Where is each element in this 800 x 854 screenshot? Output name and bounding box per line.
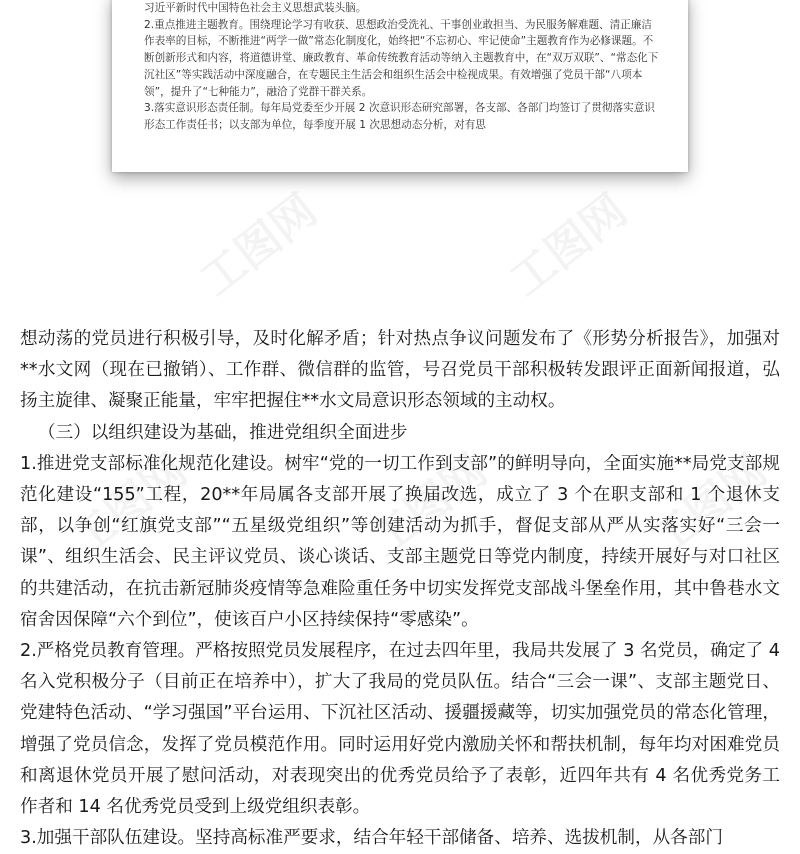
watermark: 工图网: [191, 184, 327, 307]
watermark: 工图网: [361, 444, 497, 567]
preview-paragraph: 2.重点推进主题教育。围绕理论学习有收获、思想政治受洗礼、干事创业敢担当、为民服务解难题、清正廉洁作表率的目标，不断推进“两学一做”常态化制度化，始终把“不忘初心、牢记使命”主题教育作为必修课题。不断创新形式和内容，将道德讲堂、廉政教育、革命传统教育活动等纳入主题教育中，在“双万双联”、“常态化下沉社区”等实践活动中深度融合，在专题民主生活会和组织生活会中检视成果。有效增强了党员干部“八项本领”，提升了“七种能力”，融洽了党群干群关系。: [144, 18, 659, 98]
watermark: 工图网: [61, 444, 197, 567]
section-heading: （三）以组织建设为基础，推进党组织全面进步: [38, 422, 408, 443]
preview-content: [112, 0, 688, 134]
document-body: [20, 324, 780, 854]
body-paragraph: 2.严格党员教育管理。严格按照党员发展程序，在过去四年里，我局共发展了 3 名党员，确定了 4 名入党积极分子（目前正在培养中），扩大了我局的党员队伍。结合“三会一课”、支部主题党日、党建特色活动、“学习强国”平台运用、下沉社区活动、援疆援藏等，切实加强党员的常态化管理，增强了党员信念，发挥了党员模范作用。同时运用好党内激励关怀和帮扶机制，每年均对困难党员和离退休党员开展了慰问活动，对表现突出的优秀党员给予了表彰，近四年共有 4 名优秀党务工作者和 14 名优秀党员受到上级党组织表彰。: [20, 641, 780, 818]
preview-paragraph: 3.落实意识形态责任制。每年局党委至少开展 2 次意识形态研究部署，各支部、各部门均签订了贯彻落实意识形态工作责任书；以支部为单位，每季度开展 1 次思想动态分析，对有思: [144, 102, 655, 131]
body-paragraph: 想动荡的党员进行积极引导，及时化解矛盾；针对热点争议问题发布了《形势分析报告》，加强对**水文网（现在已撤销）、工作群、微信群的监管，号召党员干部积极转发跟评正面新闻报道，弘扬主旋律、凝聚正能量，牢牢把握住**水文局意识形态领域的主动权。: [20, 329, 780, 412]
body-paragraph: 1.推进党支部标准化规范化建设。树牢“党的一切工作到支部”的鲜明导向，全面实施**局党支部规范化建设“155”工程，20**年局属各支部开展了换届改选，成立了 3 个在职支部和 1 个退休支部，以争创“红旗党支部”“五星级党组织”等创建活动为抓手，督促支部从严从实落实好“三会一课”、组织生活会、民主评议党员、谈心谈话、支部主题党日等党内制度，持续开展好与对口社区的共建活动，在抗击新冠肺炎疫情等急难险重任务中切实发挥党支部战斗堡垒作用，其中鲁巷水文宿舍因保障“六个到位”，使该百户小区持续保持“零感染”。: [20, 453, 780, 630]
preview-paragraph: 习近平新时代中国特色社会主义思想武装头脑。: [144, 2, 367, 14]
body-paragraph: 3.加强干部队伍建设。坚持高标准严要求，结合年轻干部储备、培养、选拔机制，从各部门: [20, 828, 723, 849]
document-preview-card: [112, 0, 688, 172]
watermark: 工图网: [501, 184, 637, 307]
watermark: 工图网: [641, 444, 777, 567]
